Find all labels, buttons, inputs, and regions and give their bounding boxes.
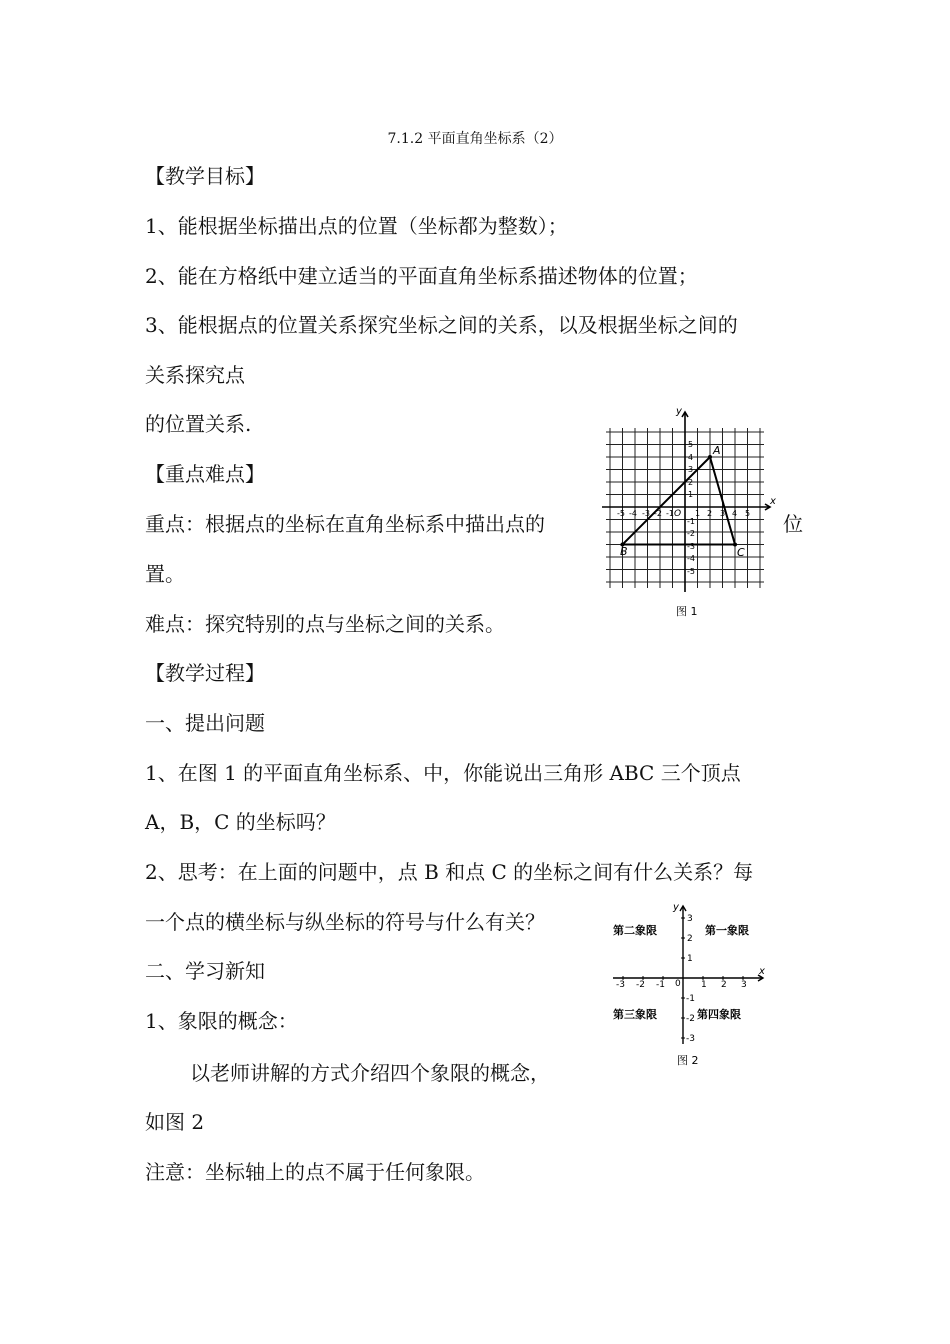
difficult-point: 难点：探究特别的点与坐标之间的关系。 xyxy=(145,612,505,636)
quadrant-1-label: 第一象限 xyxy=(705,924,749,937)
goal-1: 1、能根据坐标描出点的位置（坐标都为整数）； xyxy=(145,214,568,238)
tick-label: -2 xyxy=(654,509,662,518)
quadrant-2-label: 第二象限 xyxy=(613,924,657,937)
section-1-heading: 一、提出问题 xyxy=(145,711,265,735)
figure-1-origin-label: O xyxy=(674,509,682,519)
axis-note: 注意：坐标轴上的点不属于任何象限。 xyxy=(145,1160,485,1184)
tick-label: 3 xyxy=(688,465,694,474)
section-2-heading: 二、学习新知 xyxy=(145,959,265,983)
tick-label: 4 xyxy=(732,509,738,518)
figure-1-caption: 图 1 xyxy=(676,605,698,618)
triangle-abc xyxy=(623,457,736,545)
figure-1-x-axis-label: x xyxy=(770,496,776,507)
question-2-line-2: 一个点的横坐标与纵坐标的符号与什么有关？ xyxy=(145,910,545,934)
quadrant-concept-heading: 1、象限的概念： xyxy=(145,1009,298,1033)
document-title: 7.1.2 平面直角坐标系（2） xyxy=(387,131,563,147)
quadrant-4-label: 第四象限 xyxy=(697,1008,741,1021)
tick-label: -2 xyxy=(687,529,695,538)
figure-1-axes xyxy=(602,412,770,592)
tick-label: 1 xyxy=(688,490,694,499)
figure-2-x-ticks xyxy=(616,980,747,990)
point-c-label: C xyxy=(737,546,745,559)
tick-label: -2 xyxy=(686,1014,695,1024)
figure-2-origin-label: 0 xyxy=(675,979,681,989)
figure-2-caption: 图 2 xyxy=(677,1054,699,1067)
tick-label: 4 xyxy=(688,453,694,462)
see-figure-2: 如图 2 xyxy=(145,1110,205,1134)
tick-label: -3 xyxy=(686,1034,695,1044)
tick-label: 2 xyxy=(707,509,713,518)
question-1-line-1: 1、在图 1 的平面直角坐标系、中，你能说出三角形 ABC 三个顶点 xyxy=(145,761,741,785)
figure-2 xyxy=(607,898,769,1070)
tick-label: -4 xyxy=(629,509,637,518)
goal-3-line-1: 3、能根据点的位置关系探究坐标之间的关系，以及根据坐标之间的 xyxy=(145,313,738,337)
tick-label: 3 xyxy=(687,914,693,924)
question-1-line-2: A，B，C 的坐标吗？ xyxy=(145,810,336,834)
tick-label: 5 xyxy=(688,440,694,449)
goal-2: 2、能在方格纸中建立适当的平面直角坐标系描述物体的位置； xyxy=(145,264,698,288)
tick-label: -5 xyxy=(617,509,625,518)
tick-label: 3 xyxy=(720,509,726,518)
tick-label: -3 xyxy=(642,509,650,518)
tick-label: -1 xyxy=(686,994,695,1004)
tick-label: 5 xyxy=(745,509,751,518)
quadrant-3-label: 第三象限 xyxy=(613,1008,657,1021)
point-a xyxy=(708,455,712,459)
tick-label: -5 xyxy=(687,567,695,576)
tick-label: -1 xyxy=(656,980,665,990)
tick-label: 2 xyxy=(687,934,693,944)
key-point-line-1: 重点：根据点的坐标在直角坐标系中描出点的 xyxy=(145,512,545,536)
tick-label: -3 xyxy=(687,542,695,551)
figure-2-y-ticks xyxy=(686,914,695,1044)
tick-label: -2 xyxy=(636,980,645,990)
tick-label: 2 xyxy=(688,478,694,487)
tick-label: 1 xyxy=(701,980,707,990)
figure-2-x-axis-label: x xyxy=(759,966,765,977)
key-point-line-1-tail: 位 xyxy=(783,512,803,536)
quadrant-concept-desc: 以老师讲解的方式介绍四个象限的概念， xyxy=(190,1061,550,1085)
figure-2-y-axis-label: y xyxy=(673,902,679,913)
tick-label: 3 xyxy=(741,980,747,990)
figure-1-y-axis-label: y xyxy=(676,406,682,417)
question-2-line-1: 2、思考：在上面的问题中，点 B 和点 C 的坐标之间有什么关系？每 xyxy=(145,860,754,884)
figure-1-y-ticks xyxy=(687,440,695,576)
key-point-line-2: 置。 xyxy=(145,562,185,586)
tick-label: 2 xyxy=(721,980,727,990)
key-heading: 【重点难点】 xyxy=(145,462,265,486)
tick-label: -4 xyxy=(687,554,695,563)
goal-3-line-2: 关系探究点 xyxy=(145,363,245,387)
tick-label: 1 xyxy=(695,509,701,518)
process-heading: 【教学过程】 xyxy=(145,661,265,685)
goal-3-line-3: 的位置关系. xyxy=(145,412,252,436)
tick-label: 1 xyxy=(687,954,693,964)
goals-heading: 【教学目标】 xyxy=(145,164,265,188)
tick-label: -3 xyxy=(616,980,625,990)
figure-1 xyxy=(598,400,780,625)
tick-label: -1 xyxy=(666,509,674,518)
point-a-label: A xyxy=(713,444,721,457)
figure-1-x-ticks xyxy=(617,509,750,518)
tick-label: -1 xyxy=(687,517,695,526)
point-b-label: B xyxy=(620,545,628,558)
